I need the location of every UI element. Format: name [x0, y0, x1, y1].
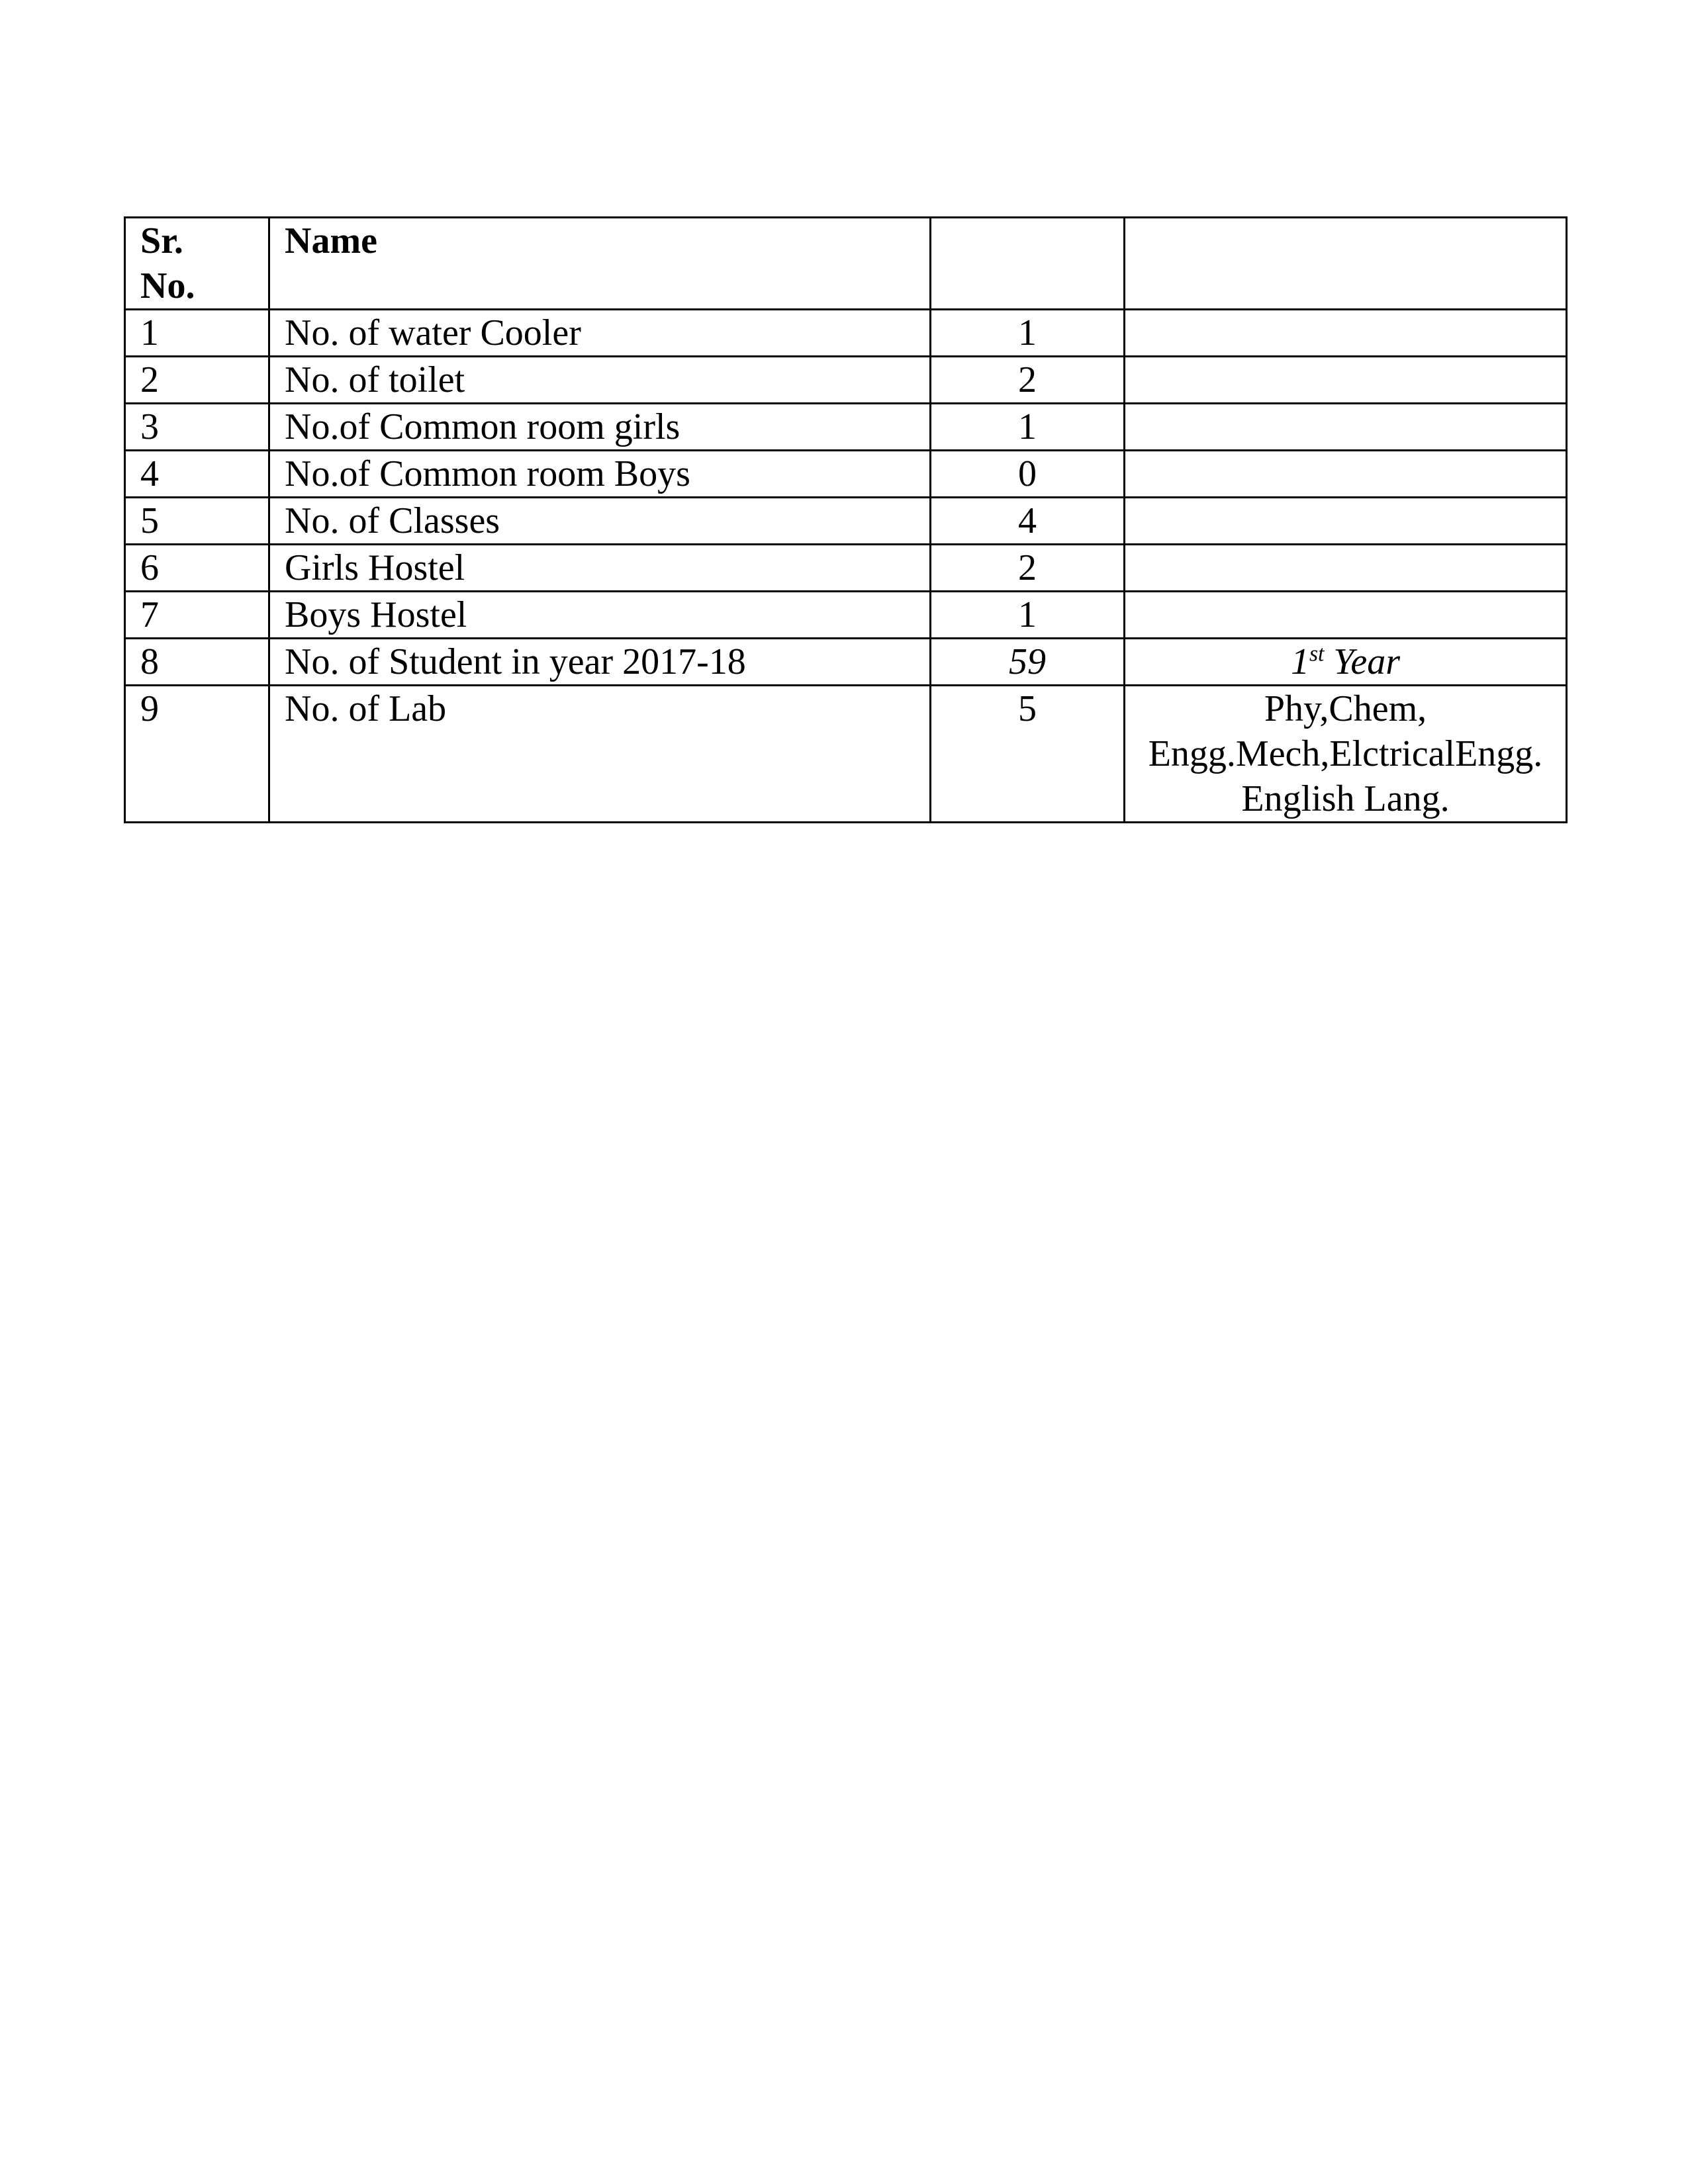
- row-count: 1: [931, 592, 1125, 639]
- row-sr: 1: [125, 310, 269, 357]
- remark-line: English Lang.: [1241, 778, 1450, 819]
- remark-text: Year: [1324, 641, 1401, 682]
- header-sr-no: [125, 218, 269, 310]
- table-row: [125, 404, 1567, 451]
- table-row: [125, 310, 1567, 357]
- row-sr: 7: [125, 592, 269, 639]
- row-sr: 3: [125, 404, 269, 451]
- table-row: [125, 451, 1567, 498]
- header-remark: [1125, 218, 1567, 310]
- table-row: [125, 357, 1567, 404]
- row-sr: 2: [125, 357, 269, 404]
- row-name: No. of water Cooler: [269, 310, 931, 357]
- header-sr-line1: Sr.: [140, 220, 183, 261]
- row-sr: 6: [125, 545, 269, 592]
- row-name: Girls Hostel: [269, 545, 931, 592]
- row-count: 2: [931, 357, 1125, 404]
- header-sr-line2: No.: [140, 265, 195, 306]
- table-header-row: [125, 218, 1567, 310]
- row-name: No. of Lab: [269, 686, 931, 823]
- table-row: [125, 686, 1567, 823]
- header-name: Name: [269, 218, 931, 310]
- row-count: 59: [931, 639, 1125, 686]
- row-count: 0: [931, 451, 1125, 498]
- table-row: [125, 639, 1567, 686]
- header-count: [931, 218, 1125, 310]
- row-name: No. of Student in year 2017-18: [269, 639, 931, 686]
- remark-number: 1: [1290, 641, 1309, 682]
- row-sr: 4: [125, 451, 269, 498]
- row-remark: [1125, 545, 1567, 592]
- facilities-table: [124, 216, 1568, 823]
- row-count: 1: [931, 404, 1125, 451]
- row-remark: [1125, 498, 1567, 545]
- row-count: 5: [931, 686, 1125, 823]
- row-count: 1: [931, 310, 1125, 357]
- remark-ordinal-suffix: st: [1309, 641, 1325, 666]
- row-remark: [1125, 404, 1567, 451]
- row-name: Boys Hostel: [269, 592, 931, 639]
- row-remark: [1125, 686, 1567, 823]
- row-name: No. of Classes: [269, 498, 931, 545]
- row-name: No.of Common room girls: [269, 404, 931, 451]
- row-remark: [1125, 310, 1567, 357]
- row-count: 4: [931, 498, 1125, 545]
- table-row: [125, 545, 1567, 592]
- row-sr: 9: [125, 686, 269, 823]
- row-sr: 5: [125, 498, 269, 545]
- row-count: 2: [931, 545, 1125, 592]
- remark-line: Phy,Chem,: [1264, 688, 1427, 729]
- remark-line: Engg.Mech,ElctricalEngg.: [1148, 733, 1543, 774]
- row-name: No. of toilet: [269, 357, 931, 404]
- row-remark: [1125, 639, 1567, 686]
- row-remark: [1125, 357, 1567, 404]
- table-row: [125, 498, 1567, 545]
- row-remark: [1125, 451, 1567, 498]
- row-remark: [1125, 592, 1567, 639]
- row-sr: 8: [125, 639, 269, 686]
- table-row: [125, 592, 1567, 639]
- row-name: No.of Common room Boys: [269, 451, 931, 498]
